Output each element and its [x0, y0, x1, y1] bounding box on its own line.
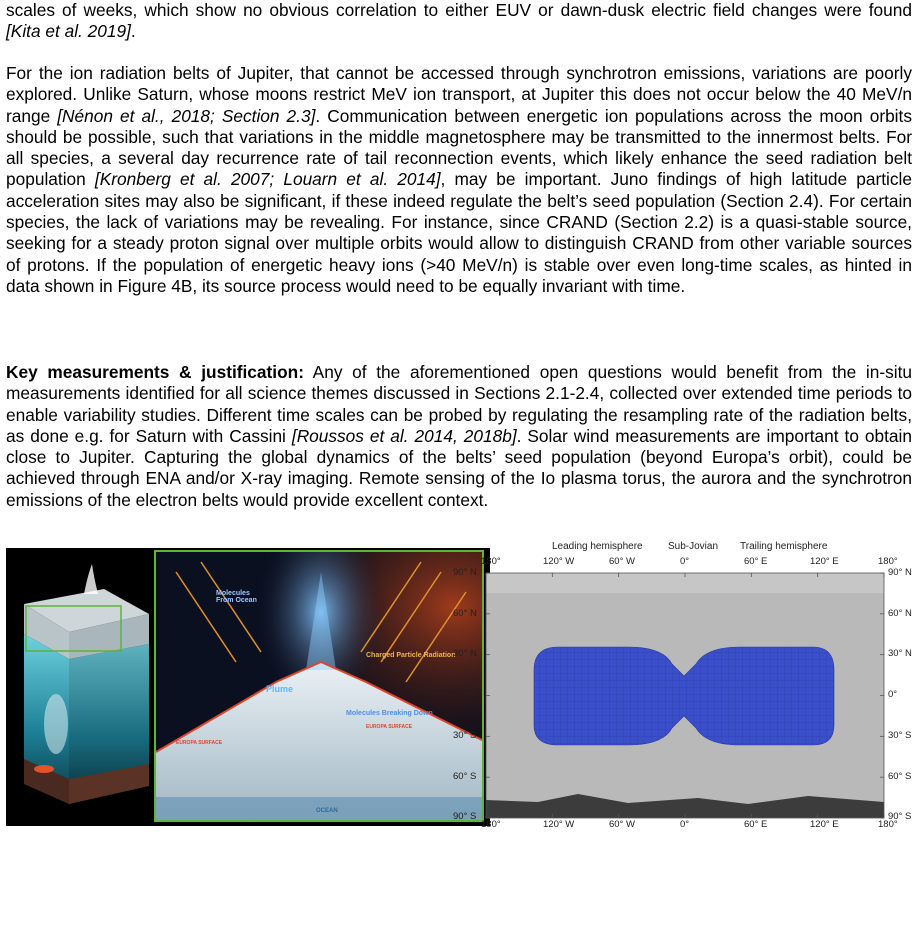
paragraph-1	[6, 0, 912, 43]
y-tick-left: 60° S	[453, 771, 477, 782]
x-tick-top: 180°	[878, 556, 898, 567]
y-tick-right: 90° N	[888, 567, 912, 578]
x-tick-bottom: 120° E	[810, 819, 839, 830]
label-charged-particle-radiation: Charged Particle Radiation	[366, 652, 456, 659]
label-ocean: OCEAN	[316, 808, 338, 814]
y-tick-right: 0°	[888, 689, 898, 700]
label-leading-hemisphere: Leading hemisphere	[552, 541, 643, 552]
text: . Solar wind measurements are important to obtain close to Jupiter. Capturing the global dynamics of the belts’ seed population (beyond Europa’s orbit), could be achieved through ENA and/or X-ray imaging. Remote sensing of the Io plasma torus, the aurora and the synchrotron emissions of the electron belts would provide excellent context.	[6, 425, 912, 510]
x-tick-top: 60° E	[744, 556, 768, 567]
x-tick-bottom: 180°	[878, 819, 898, 830]
y-tick-left: 0°	[468, 689, 478, 700]
y-tick-left: 90° N	[453, 567, 477, 578]
plume-detail-artwork	[156, 552, 484, 822]
x-tick-top: 120° E	[810, 556, 839, 567]
x-tick-top: 180°	[481, 556, 501, 567]
x-tick-bottom: 60° E	[744, 819, 768, 830]
x-tick-bottom: 0°	[680, 819, 690, 830]
text: .	[130, 21, 136, 42]
citation: [Kita et al. 2019]	[6, 21, 131, 42]
citation: [Nénon et al., 2018; Section 2.3]	[57, 105, 316, 126]
y-tick-left: 30° N	[453, 648, 477, 659]
y-tick-right: 90° S	[888, 811, 912, 822]
label-molecules-breaking-down: Molecules Breaking Down	[346, 710, 433, 717]
y-tick-right: 60° N	[888, 608, 912, 619]
text: For the ion radiation belts of Jupiter, that cannot be accessed through synchrotron emissions, variations are poorly explored. Unlike Saturn, whose moons restrict MeV ion transport, at Jupiter this does not occur below the 40 MeV/n range	[6, 63, 912, 126]
label-plume: Plume	[266, 684, 294, 694]
y-tick-right: 30° S	[888, 730, 912, 741]
y-tick-left: 60° N	[453, 608, 477, 619]
label-europa-surface-left: EUROPA SURFACE	[176, 740, 223, 746]
x-tick-top: 0°	[680, 556, 690, 567]
europa-cutaway-cube	[14, 564, 154, 814]
y-tick-right: 60° S	[888, 771, 912, 782]
plume-detail-panel	[154, 550, 484, 822]
text: , may be important. Juno findings of high latitude particle acceleration sites may also be significant, if these indeed regulate the belt’s seed population (Section 2.4). For certain species, the lack of variations may be revealing. For instance, since CRAND (Section 2.2) is a quasi-stable source, seeking for a steady proton signal over multiple orbits would allow to distinguish CRAND from other variable sources of protons. If the population of energetic heavy ions (>40 MeV/n) is stable over even long-time scales, as hinted in data shown in Figure 4B, its source process would need to be equally invariant with time.	[6, 169, 912, 296]
x-tick-bottom: 120° W	[543, 819, 575, 830]
europa-plume-illustration	[6, 548, 490, 826]
citation: [Roussos et al. 2014, 2018b]	[291, 425, 517, 446]
label-sub-jovian: Sub-Jovian	[668, 541, 719, 552]
text: Any of the aforementioned open questions would benefit from the in-situ measurements identified for all science themes discussed in Sections 2.1-2.4, collected over extended time periods to enable variability studies. Different time scales can be probed by regulating the resampling rate of the radiation belts, as done e.g. for Saturn with Cassini	[6, 362, 912, 446]
y-tick-left: 30° S	[453, 730, 477, 741]
paragraph-3	[6, 362, 912, 511]
x-tick-bottom: 60° W	[609, 819, 635, 830]
y-tick-right: 30° N	[888, 648, 912, 659]
text: scales of weeks, which show no obvious correlation to either EUV or dawn-dusk electric field changes were found	[6, 0, 912, 20]
paragraph-2	[6, 63, 912, 297]
label-molecules-from-ocean: Molecules From Ocean	[216, 590, 257, 604]
label-trailing-hemisphere: Trailing hemisphere	[740, 541, 828, 552]
y-tick-left: 90° S	[453, 811, 477, 822]
x-tick-top: 120° W	[543, 556, 575, 567]
x-tick-top: 60° W	[609, 556, 635, 567]
map-plot	[448, 540, 918, 830]
paragraph-heading: Key measurements & justification:	[6, 362, 304, 382]
citation: [Kronberg et al. 2007; Louarn et al. 2014]	[94, 169, 441, 190]
text: . Communication between energetic ion populations across the moon orbits should be possible, such that variations in the middle magnetosphere may be transmitted to the innermost belts. For all species, a several day recurrence rate of tail reconnection events, which likely enhance the seed radiation belt population	[6, 105, 912, 190]
europa-coverage-map	[448, 540, 918, 830]
x-tick-bottom: 180°	[481, 819, 501, 830]
label-europa-surface-right: EUROPA SURFACE	[366, 724, 413, 730]
